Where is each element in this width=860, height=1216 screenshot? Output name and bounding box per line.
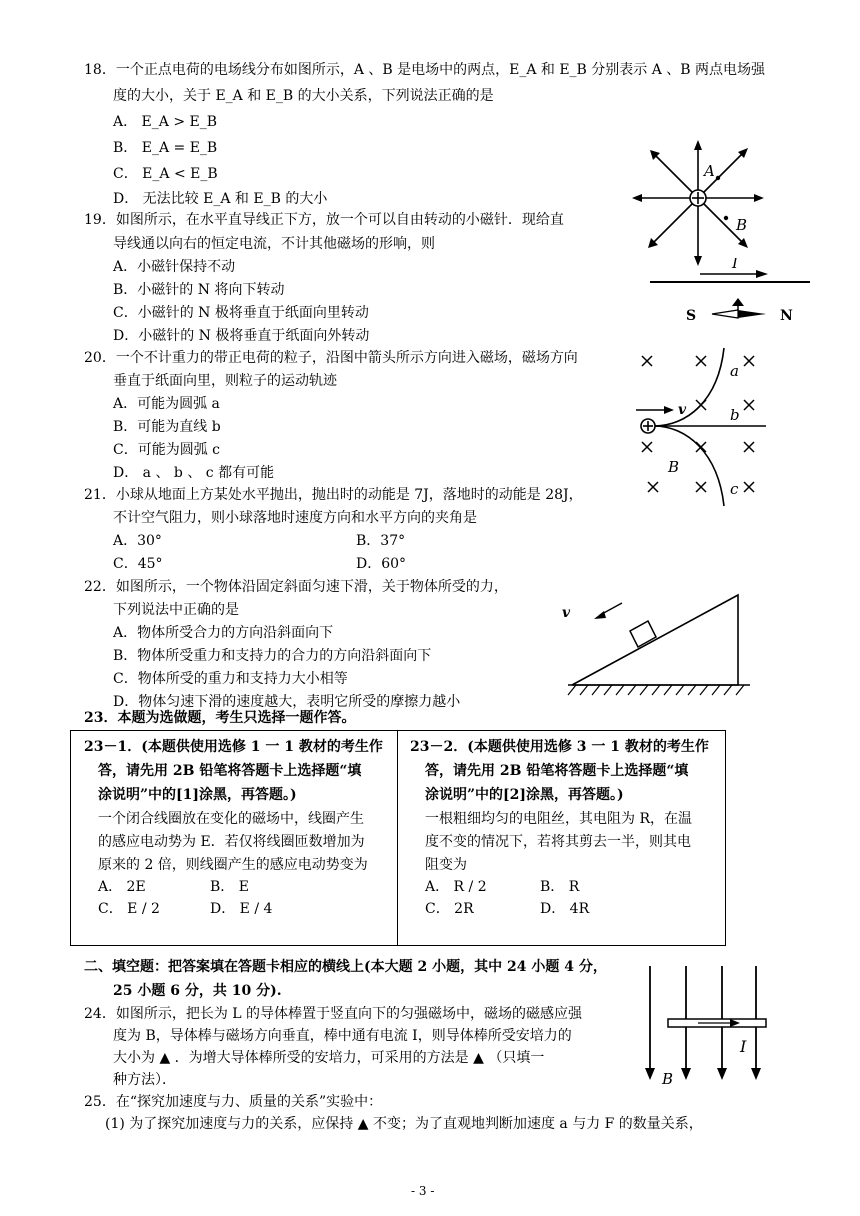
q20-stem-line2: 垂直于纸面向里，则粒子的运动轨迹 [113,373,337,389]
q19-stem-line2: 导线通以向右的恒定电流，不计其他磁场的形响，则 [113,236,435,252]
q19-wire-compass-figure [640,258,820,328]
q20-magnetic-field-figure [626,342,786,514]
q24-line4: 种方法）． [113,1072,176,1088]
q18-stem-line2: 度的大小，关于 E_A 和 E_B 的大小关系，下列说法正确的是 [113,88,494,104]
q23-2-option-b: B． R [540,879,580,895]
q24-line2: 度为 B，导体棒与磁场方向垂直，棒中通有电流 I，则导体棒所受安培力的 [113,1028,572,1044]
q22-velocity-label: v [562,605,571,621]
q22-option-a: A．物体所受合力的方向沿斜面向下 [113,625,334,641]
q21-option-a: A．30° [113,533,162,549]
page-number: - 3 - [411,1184,435,1198]
q23-2-text-line3: 阻变为 [425,857,467,873]
q18-option-b: B． E_A = E_B [113,140,218,156]
q23-1-heading-line3: 涂说明”中的[1]涂黑，再答题。) [98,787,297,803]
q19-option-d: D．小磁针的 N 极将垂直于纸面向外转动 [113,328,370,344]
q19-option-c: C．小磁针的 N 极将垂直于纸面向里转动 [113,305,369,321]
q23-2-option-c: C． 2R [425,901,474,917]
q19-current-label: I [732,258,738,272]
q23-1-heading-line1: 23－1．(本题供使用选修 1 一 1 教材的考生作 [84,739,383,755]
q19-north-label: N [780,308,793,324]
q24-current-label: I [740,1037,747,1056]
q19-south-label: S [686,308,697,324]
q23-2-option-a: A． R / 2 [425,879,487,895]
q24-line3: 大小为 ▲ ．为增大导体棒所受的安培力，可采用的方法是 ▲ （只填一 [113,1050,545,1066]
q19-option-a: A．小磁针保持不动 [113,259,236,275]
section2-heading-line2: 25 小题 6 分，共 10 分). [113,983,282,999]
q23-1-text-line3: 原来的 2 倍，则线圈产生的感应电动势变为 [98,857,368,873]
q25-line2: (1) 为了探究加速度与力的关系，应保持 ▲ 不变；为了直观地判断加速度 a 与力 F 的数量关系， [105,1116,703,1132]
q21-stem-line2: 不计空气阻力，则小球落地时速度方向和水平方向的夹角是 [113,510,477,526]
q18-option-a: A． E_A > E_B [113,114,218,130]
q23-1-option-b: B． E [210,879,249,895]
q25-line1: 25．在“探究加速度与力、质量的关系”实验中： [84,1094,383,1110]
q20-arc-c-label: c [730,480,739,498]
q21-option-b: B．37° [356,533,406,549]
q23-2-heading-line2: 答，请先用 2B 铅笔将答题卡上选择题“填 [425,763,689,779]
q22-option-c: C．物体所受的重力和支持力大小相等 [113,671,348,687]
q23-heading: 23．本题为选做题，考生只选择一题作答。 [84,710,356,726]
q20-option-c: C．可能为圆弧 c [113,442,221,458]
q20-option-a: A．可能为圆弧 a [113,396,220,412]
q20-velocity-label: v [678,402,687,418]
q18-stem-line1: 18．一个正点电荷的电场线分布如图所示，A 、B 是电场中的两点，E_A 和 E_B 分别表示 A 、B 两点电场强 [84,62,766,78]
q22-stem-line2: 下列说法中正确的是 [113,602,239,618]
q23-1-text-line1: 一个闭合线圈放在变化的磁场中，线圈产生 [98,811,364,827]
q23-2-text-line2: 度不变的情况下，若将其剪去一半，则其电 [425,834,691,850]
q23-1-option-c: C． E / 2 [98,901,160,917]
q20-option-b: B．可能为直线 b [113,419,221,435]
q24-field-b-label: B [662,1070,674,1088]
q18-option-d: D． 无法比较 E_A 和 E_B 的大小 [113,191,328,207]
q18-point-b-label: B [736,216,748,234]
q20-line-b-label: b [730,406,740,424]
q21-option-d: D．60° [356,556,407,572]
section2-heading-line1: 二、填空题：把答案填在答题卡相应的横线上(本大题 2 小题，其中 24 小题 4 分， [84,959,607,975]
q19-stem-line1: 19．如图所示，在水平直导线正下方，放一个可以自由转动的小磁针．现给直 [84,212,564,228]
q21-option-c: C．45° [113,556,163,572]
q23-2-text-line1: 一根粗细均匀的电阻丝，其电阻为 R，在温 [425,811,692,827]
q19-option-b: B．小磁针的 N 将向下转动 [113,282,285,298]
q18-point-a-label: A [704,162,715,180]
q23-2-heading-line1: 23－2．(本题供使用选修 3 一 1 教材的考生作 [410,739,709,755]
q22-incline-figure [548,585,758,703]
q21-stem-line1: 21．小球从地面上方某处水平抛出，抛出时的动能是 7J，落地时的动能是 28J， [84,487,583,503]
q20-stem-line1: 20．一个不计重力的带正电荷的粒子，沿图中箭头所示方向进入磁场，磁场方向 [84,350,578,366]
q18-option-c: C． E_A < E_B [113,166,218,182]
q20-option-d: D． a 、 b 、 c 都有可能 [113,465,275,481]
q18-electric-field-figure [620,138,780,268]
q24-line1: 24．如图所示，把长为 L 的导体棒置于竖直向下的匀强磁场中，磁场的磁感应强 [84,1006,583,1022]
q20-field-b-label: B [668,458,680,476]
q22-option-b: B．物体所受重力和支持力的合力的方向沿斜面向下 [113,648,432,664]
q23-2-option-d: D． 4R [540,901,590,917]
q23-1-option-d: D． E / 4 [210,901,273,917]
q22-stem-line1: 22．如图所示，一个物体沿固定斜面匀速下滑，关于物体所受的力， [84,579,508,595]
q23-table-divider [397,730,398,945]
q23-1-heading-line2: 答，请先用 2B 铅笔将答题卡上选择题“填 [98,763,362,779]
q20-arc-a-label: a [730,362,739,380]
q23-1-text-line2: 的感应电动势为 E．若仅将线圈匝数增加为 [98,834,365,850]
q23-1-option-a: A． 2E [98,879,146,895]
q22-option-d: D．物体匀速下滑的速度越大，表明它所受的摩擦力越小 [113,694,461,710]
q24-conductor-field-figure [628,960,778,1090]
q23-2-heading-line3: 涂说明”中的[2]涂黑，再答题。) [425,787,624,803]
